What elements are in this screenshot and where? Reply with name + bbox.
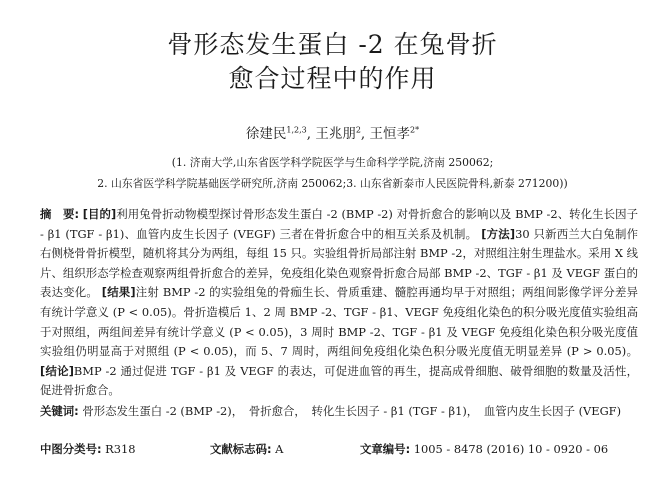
author-affiliation-marker: 2 <box>355 125 361 135</box>
clc-value: R318 <box>105 442 136 456</box>
conclusion-label: [结论] <box>40 363 74 378</box>
objective-label: [目的] <box>82 207 117 221</box>
author-list: 徐建民$^{1,2,3}$, 王兆朋$^2$, 王恒孝$^{2*}$ <box>245 125 420 142</box>
clc-number <box>40 441 210 457</box>
article-number <box>360 441 638 457</box>
document-code <box>210 441 360 457</box>
abstract <box>40 205 638 401</box>
doccode-label: 文献标志码: <box>210 442 272 456</box>
methods-text: 30 只新西兰大白兔制作右侧桡骨骨折模型，随机将其分为两组，每组 15 只。实验组骨折局部注射 BMP -2，对照组注射生理盐水。采用 X 线片、组织形态学检查观察两组骨折愈合的差异，免疫组化染色观察骨折愈合局部 BMP -2、TGF - β1 及 VEGF 蛋白的表达变化。 <box>40 226 638 300</box>
author-affiliation-marker: 1,2,3 <box>286 125 307 135</box>
author-name: 王兆朋 <box>315 126 356 142</box>
keywords-text: 骨形态发生蛋白 -2 (BMP -2)， 骨折愈合， 转化生长因子 - β1 (TGF - β1)， 血管内皮生长因子 (VEGF) <box>82 404 622 418</box>
abstract-label: 摘 要: <box>40 207 79 221</box>
articleno-label: 文章编号: <box>360 442 411 456</box>
objective-text: 利用兔骨折动物模型探讨骨形态发生蛋白 -2 (BMP -2) 对骨折愈合的影响以及 BMP -2、转化生长因子 - β1 (TGF - β1)、血管内皮生长因子 (VEGF) 三者在骨折愈合中的相互关系及机制。 <box>40 207 638 241</box>
author-name: 王恒孝 <box>369 126 411 142</box>
paper-title-line-1: 骨形态发生蛋白 -2 在兔骨折 <box>167 30 498 59</box>
article-metadata <box>40 441 638 457</box>
conclusion-text: BMP -2 通过促进 TGF - β1 及 VEGF 的表达，可促进血管的再生，提高成骨细胞、破骨细胞的数量及活性，促进骨折愈合。 <box>40 363 638 398</box>
doccode-value: A <box>275 442 284 456</box>
affiliation-line-1: (1. 济南大学,山东省医学科学院医学与生命科学学院,济南 250062; <box>171 156 494 169</box>
results-label: [结果] <box>101 285 136 300</box>
affiliation-line-2: 2. 山东省医学科学院基础医学研究所,济南 250062;3. 山东省新泰市人民医院骨科,新泰 271200)) <box>97 177 568 190</box>
affiliations <box>0 152 665 194</box>
methods-label: [方法] <box>481 226 516 241</box>
keywords <box>40 402 638 422</box>
results-text: 注射 BMP -2 的实验组兔的骨痂生长、骨质重建、髓腔再通均早于对照组；两组间影像学评分差异有统计学意义 (P < 0.05)。骨折造模后 1、2 周 BMP -2、TGF - β1、VEGF 免疫组化染色的积分吸光度值实验组高于对照组，两组间差异有统计学意义 (P < 0.05)，3 周时 BMP -2、TGF - β1 及 VEGF 免疫组化染色积分吸光度值实验组仍明显高于对照组 (P < 0.05)，而 5、7 周时，两组间免疫组化染色积分吸光度值无明显差异 (P > 0.05)。 <box>40 285 638 359</box>
articleno-value: 1005 - 8478 (2016) 10 - 0920 - 06 <box>413 442 609 456</box>
keywords-label: 关键词: <box>40 404 79 418</box>
paper-title-line-2: 愈合过程中的作用 <box>228 64 437 93</box>
author-affiliation-marker: 2* <box>410 125 420 135</box>
clc-label: 中图分类号: <box>40 442 102 456</box>
author-name: 徐建民 <box>245 126 287 142</box>
